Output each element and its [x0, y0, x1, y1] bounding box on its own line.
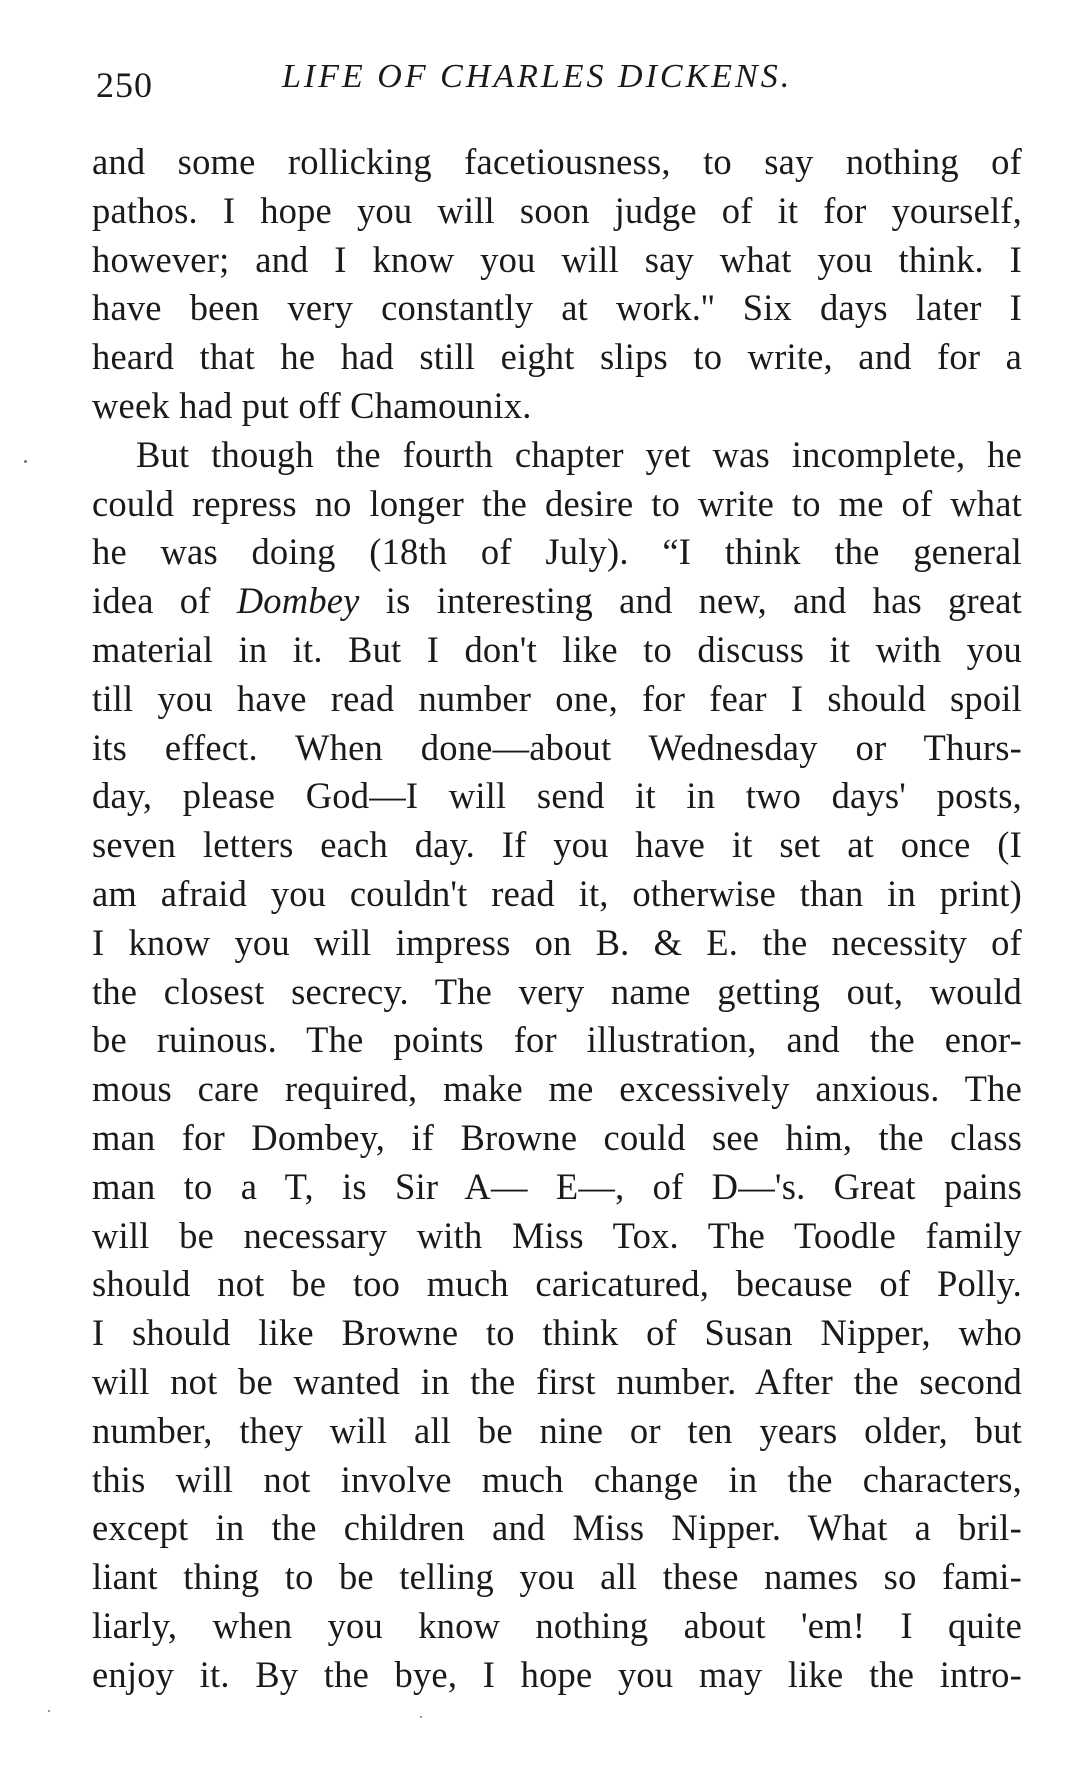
text-line: seven letters each day. If you have it set at once (I [92, 824, 1022, 866]
text-line: he was doing (18th of July). “I think the general [92, 531, 1022, 573]
text-line: liarly, when you know nothing about 'em! I quite [92, 1604, 1022, 1646]
text-line: number, they will all be nine or ten years older, but [92, 1409, 1022, 1451]
text-line: man for Dombey, if Browne could see him, the class [92, 1116, 1022, 1158]
text-line: could repress no longer the desire to write to me of what [92, 482, 1022, 524]
italic-title: Dombey [236, 580, 360, 622]
text-segment: is interesting and new, and has great [359, 580, 1022, 622]
text-line: man to a T, is Sir A— E—, of D—'s. Great pains [92, 1165, 1022, 1207]
scan-speck [48, 1710, 50, 1712]
text-segment: idea of [92, 580, 237, 622]
text-line: I know you will impress on B. & E. the necessity of [92, 921, 1022, 963]
text-line: pathos. I hope you will soon judge of it for yourself, [92, 189, 1022, 231]
text-line: its effect. When done—about Wednesday or Thurs- [92, 726, 1022, 768]
page-header [92, 52, 1022, 105]
text-line: But though the fourth chapter yet was incomplete, he [136, 433, 1022, 475]
scan-speck [420, 1716, 422, 1718]
text-line: this will not involve much change in the characters, [92, 1458, 1022, 1500]
text-line: be ruinous. The points for illustration, and the enor- [92, 1019, 1022, 1061]
text-line: heard that he had still eight slips to write, and for a [92, 336, 1022, 378]
text-line: have been very constantly at work.'' Six days later I [92, 287, 1022, 329]
text-line: material in it. But I don't like to discuss it with you [92, 628, 1022, 670]
text-line: week had put off Chamounix. [92, 384, 532, 426]
text-line: I should like Browne to think of Susan Nipper, who [92, 1312, 1022, 1354]
text-line: till you have read number one, for fear I should spoil [92, 677, 1022, 719]
text-line: enjoy it. By the bye, I hope you may like the intro- [92, 1653, 1022, 1695]
scan-speck [24, 460, 27, 463]
text-line: however; and I know you will say what you think. I [92, 238, 1022, 280]
text-line: will not be wanted in the first number. After the second [92, 1360, 1022, 1402]
text-line: should not be too much caricatured, because of Polly. [92, 1263, 1022, 1305]
page-number: 250 [96, 65, 153, 105]
text-line: day, please God—I will send it in two days' posts, [92, 775, 1022, 817]
text-line: the closest secrecy. The very name getting out, would [92, 970, 1022, 1012]
text-line: and some rollicking facetiousness, to say nothing of [92, 141, 1022, 182]
text-line: mous care required, make me excessively anxious. The [92, 1068, 1022, 1110]
text-line: am afraid you couldn't read it, otherwise than in print) [92, 872, 1022, 914]
text-line: except in the children and Miss Nipper. What a bril- [92, 1507, 1022, 1549]
text-line [92, 577, 1022, 626]
running-title: LIFE OF CHARLES DICKENS. [282, 58, 793, 95]
text-line: liant thing to be telling you all these names so fami- [92, 1556, 1022, 1598]
body-text [92, 138, 1022, 1700]
text-line: will be necessary with Miss Tox. The Toodle family [92, 1214, 1022, 1256]
